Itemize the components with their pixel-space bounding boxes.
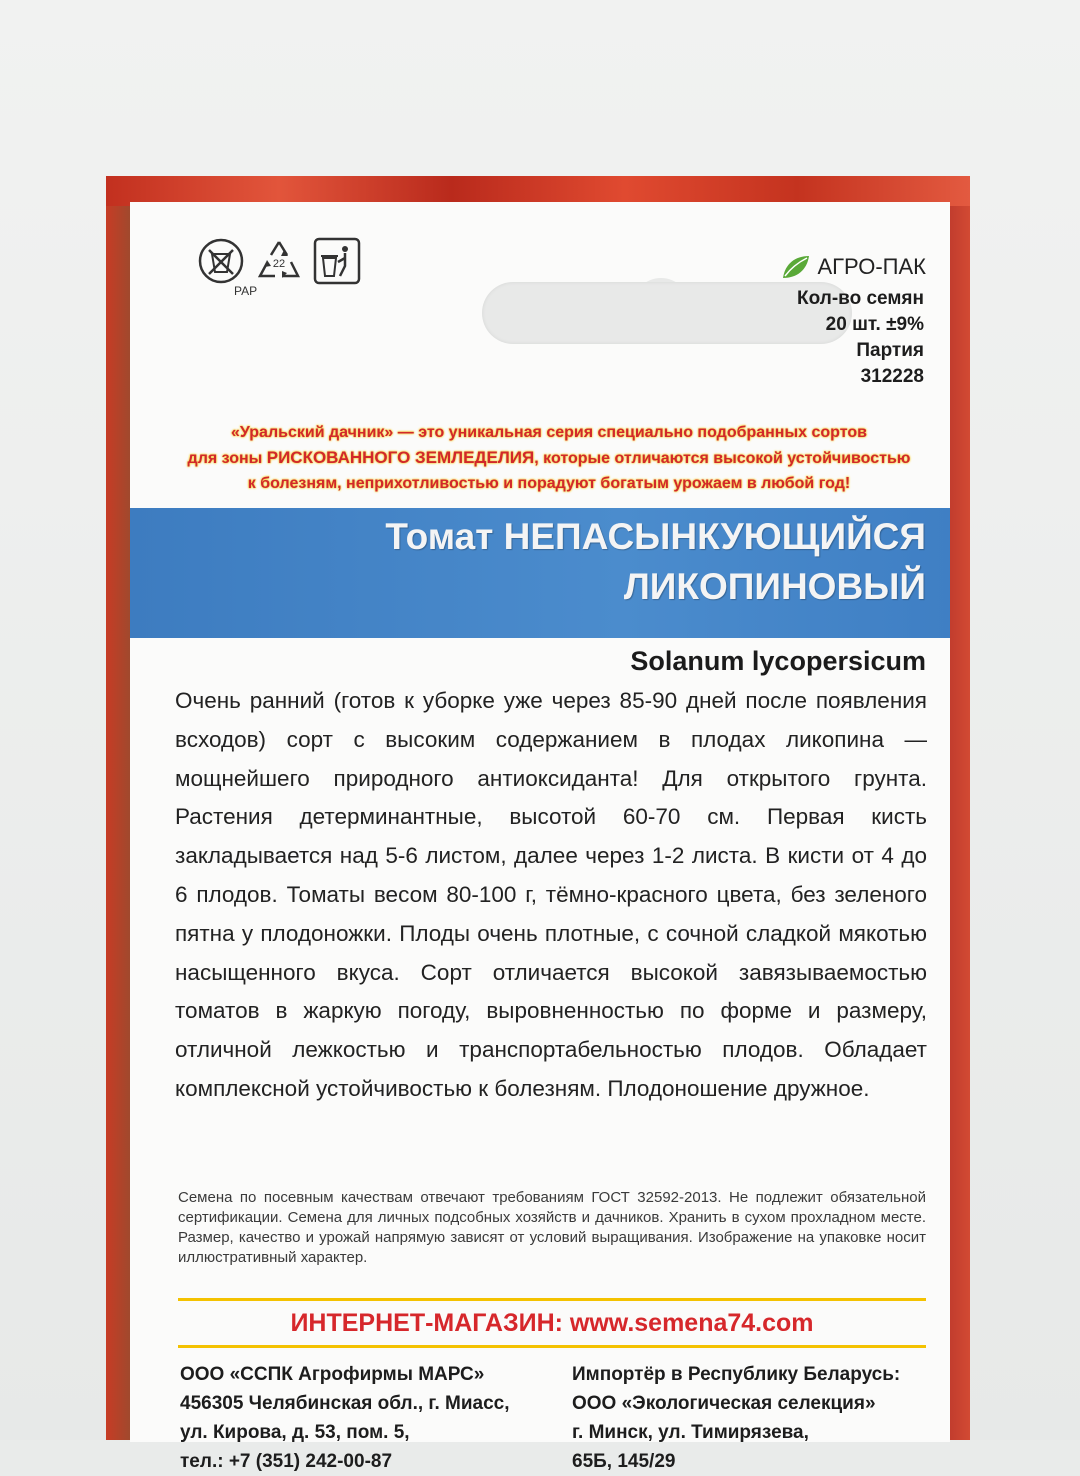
pap-label: PAP — [234, 284, 258, 298]
seeds-value: 20 шт. ±9% — [825, 314, 924, 335]
address-right-line: Импортёр в Республику Беларусь: — [572, 1364, 901, 1385]
title-prefix: Томат — [385, 516, 504, 557]
intro-line-2-pre: для зоны — [187, 450, 267, 467]
online-shop-banner: ИНТЕРНЕТ-МАГАЗИН: www.semena74.com — [178, 1298, 926, 1348]
intro-line-3: к болезням, неприхотливостью и порадуют богатым урожаем в любой год! — [247, 475, 851, 492]
packet-back-label — [130, 202, 950, 1472]
batch-label: Партия — [856, 340, 924, 361]
intro-line-2-post: , которые отличаются высокой устойчивостью — [534, 450, 911, 467]
address-right-line: ООО «Экологическая селекция» — [572, 1393, 876, 1414]
address-right-line: г. Минск, ул. Тимирязева, — [572, 1422, 809, 1443]
address-left-line: ООО «ССПК Агрофирмы МАРС» — [180, 1364, 485, 1385]
title-variety: НЕПАСЫНКУЮЩИЙСЯ — [503, 516, 926, 557]
brand-logo — [781, 254, 926, 280]
seeds-label: Кол-во семян — [797, 288, 924, 309]
intro-line-1: «Уральский дачник» — это уникальная серия специально подобранных сортов — [231, 424, 867, 441]
packaging-icons — [196, 236, 362, 286]
intro-line-2-bold: РИСКОВАННОГО ЗЕМЛЕДЕЛИЯ — [266, 448, 535, 467]
intro-line-2 — [164, 445, 934, 471]
title-line-1 — [385, 512, 926, 562]
batch-value: 312228 — [860, 366, 924, 387]
packet-info — [797, 286, 924, 390]
recycle-22-icon — [254, 236, 304, 286]
latin-name: Solanum lycopersicum — [630, 646, 926, 676]
no-disposal-icon — [196, 236, 246, 286]
trash-bin-icon — [312, 236, 362, 286]
legal-note: Семена по посевным качествам отвечают требованиям ГОСТ 32592-2013. Не подлежит обязательной сертификации. Семена для личных подсобных хозяйств и дачников. Хранить в сухом прохладном месте. Размер, качество и урожай напрямую зависят от условий выращивания. Изображение на упаковке носит иллюстративный характер. — [178, 1189, 926, 1266]
recycle-code: 22 — [272, 258, 286, 270]
address-left-line: тел.: +7 (351) 242-00-87 — [180, 1451, 393, 1472]
address-left-line: ул. Кирова, д. 53, пом. 5, — [180, 1422, 410, 1443]
importer-address — [572, 1360, 952, 1476]
seed-packet — [106, 176, 970, 1472]
address-left-line: 456305 Челябинская обл., г. Миасс, — [180, 1393, 510, 1414]
series-intro — [164, 420, 934, 496]
brand-name: АГРО-ПАК — [817, 254, 926, 279]
product-title — [385, 512, 926, 612]
manufacturer-address — [180, 1360, 550, 1476]
title-line-2: ЛИКОПИНОВЫЙ — [623, 566, 926, 607]
address-right-line: 65Б, 145/29 — [572, 1451, 676, 1472]
variety-description: Очень ранний (готов к уборке уже через 85-90 дней после появления всходов) сорт с высоким содержанием в плодах ликопина — мощнейшего природного антиоксиданта! Для открытого грунта. Растения детерминантные, высотой 60-70 см. Первая кисть закладывается над 5-6 листом, далее через 1-2 листа. В кисти от 4 до 6 плодов. Томаты весом 80-100 г, тёмно-красного цвета, без зеленого пятна у плодоножки. Плоды очень плотные, с сочной сладкой мякотью насыщенного вкуса. Сорт отличается высокой завязываемостью томатов в жаркую погоду, выровненностью по форме и размеру, отличной лежкостью и транспортабельностью плодов. Обладает комплексной устойчивостью к болезням. Плодоношение дружное. — [175, 688, 927, 1101]
leaf-icon — [781, 254, 811, 280]
